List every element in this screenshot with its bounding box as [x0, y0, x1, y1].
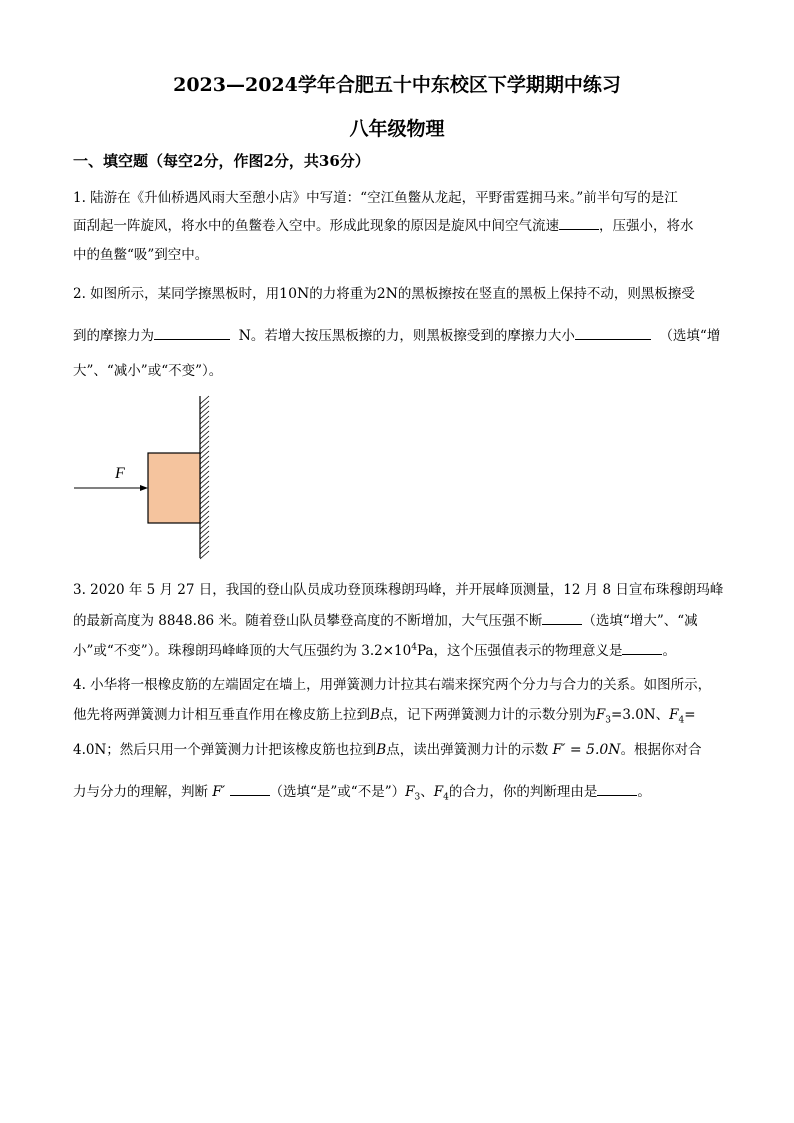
- answer-blank[interactable]: [575, 327, 651, 340]
- hatch-line: [200, 511, 209, 519]
- answer-blank[interactable]: [230, 783, 270, 796]
- q4-text: =: [684, 707, 696, 723]
- q4-text: 、: [420, 784, 434, 800]
- page-subtitle: 八年级物理: [349, 118, 445, 140]
- q4-text: 。根据你对合: [620, 742, 702, 758]
- hatch-line: [200, 501, 209, 509]
- q2-text: 的力将重为: [309, 286, 377, 302]
- q3-text: 的最新高度为 8848.86 米。随着登山队员攀登高度的不断增加，大气压强不断: [73, 613, 543, 629]
- resultant-force: F′ = 5.0N: [552, 742, 621, 758]
- hatch-line: [200, 421, 209, 429]
- hatch-line: [200, 526, 209, 534]
- q2-line-2: [73, 324, 720, 344]
- q2-text: 的黑板擦按在竖直的黑板上保持不动，则黑板擦受: [397, 286, 695, 302]
- answer-blank[interactable]: [622, 642, 662, 655]
- eraser-block: [148, 453, 200, 523]
- q2-text: 到的摩擦力为: [73, 328, 154, 344]
- force-symbol: F: [595, 707, 606, 723]
- unit-label: N: [238, 328, 251, 344]
- q4-text: 他先将两弹簧测力计相互垂直作用在橡皮筋上拉到: [73, 707, 370, 723]
- hatch-line: [200, 461, 209, 469]
- q1-line-2: [73, 214, 694, 234]
- q3-line-2: [73, 609, 698, 629]
- subscript: 4: [678, 715, 685, 726]
- q3-line-3: [73, 639, 676, 659]
- subscript: 3: [414, 792, 421, 803]
- q4-text: 点，记下两弹簧测力计的示数分别为: [379, 707, 596, 723]
- hatch-line: [200, 411, 209, 419]
- hatch-line: [200, 441, 209, 449]
- hatch-line: [200, 456, 209, 464]
- q3-line-1: 3. 2020 年 5 月 27 日，我国的登山队员成功登顶珠穆朗玛峰，并开展峰顶测量，12 月 8 日宣布珠穆朗玛峰: [73, 582, 724, 598]
- answer-blank[interactable]: [154, 327, 230, 340]
- hatch-line: [200, 476, 209, 484]
- hatch-line: [200, 416, 209, 424]
- q3-text: Pa，这个压强值表示的物理意义是: [416, 643, 623, 659]
- q3-text: （选填“增大”、“减: [582, 613, 698, 629]
- hatch-line: [200, 401, 209, 409]
- force-symbol: F: [405, 784, 415, 800]
- hatch-line: [200, 406, 209, 414]
- answer-blank[interactable]: [542, 612, 582, 625]
- hatch-line: [200, 431, 209, 439]
- hatch-line: [200, 486, 209, 494]
- force-value: 10N: [279, 286, 310, 302]
- hatch-line: [200, 516, 209, 524]
- weight-value: 2N: [376, 286, 398, 302]
- force-symbol: F: [669, 707, 679, 723]
- q4-text: =3.0N、: [611, 707, 670, 723]
- wall-hatching: [200, 396, 209, 559]
- subscript: 4: [443, 792, 449, 803]
- section-heading: 一、填空题（每空2分，作图2分，共36分）: [73, 152, 370, 170]
- q4-text: 的合力，你的判断理由是: [448, 784, 598, 800]
- force-symbol: F: [433, 784, 444, 800]
- q2-line-3: 大”、“减小”或“不变”）。: [73, 363, 223, 379]
- hatch-line: [200, 436, 209, 444]
- page-title: 2023—2024学年合肥五十中东校区下学期期中练习: [173, 74, 621, 96]
- hatch-line: [200, 396, 209, 404]
- exponent: 4: [411, 642, 417, 653]
- hatch-line: [200, 541, 209, 549]
- q1-line-1: 1. 陆游在《升仙桥遇风雨大至憩小店》中写道：“空江鱼鳖从龙起，平野雷霆拥马来。”前半句写的是江: [73, 190, 678, 206]
- subscript: 3: [605, 715, 612, 726]
- hatch-line: [200, 426, 209, 434]
- hatch-line: [200, 521, 209, 529]
- q2-line-1: [73, 282, 695, 302]
- hatch-line: [200, 531, 209, 539]
- q4-line-4: [73, 780, 651, 803]
- hatch-line: [200, 506, 209, 514]
- hatch-line: [200, 491, 209, 499]
- q3-text: 小”或“不变”）。珠穆朗玛峰峰顶的大气压强约为 3.2×10: [73, 643, 412, 659]
- force-prime: F′: [212, 784, 226, 800]
- q3-text: 。: [662, 643, 676, 659]
- q4-text: 点，读出弹簧测力计的示数: [386, 742, 549, 758]
- hatch-line: [200, 496, 209, 504]
- q1-line-3: 中的鱼鳖“吸”到空中。: [73, 247, 209, 263]
- hatch-line: [200, 446, 209, 454]
- q1-text: 面刮起一阵旋风，将水中的鱼鳖卷入空中。形成此现象的原因是旋风中间空气流速: [73, 218, 559, 234]
- q4-text: 。: [637, 784, 651, 800]
- answer-blank[interactable]: [597, 783, 637, 796]
- q1-text: ，压强小，将水: [599, 218, 694, 234]
- q4-line-3: [73, 738, 702, 758]
- hatch-line: [200, 471, 209, 479]
- hatch-line: [200, 546, 209, 554]
- q4-text: （选填“是”或“不是”）: [269, 784, 406, 800]
- blackboard-eraser-figure: [68, 392, 218, 564]
- hatch-line: [200, 536, 209, 544]
- force-arrowhead: [140, 485, 148, 491]
- hatch-line: [200, 466, 209, 474]
- answer-blank[interactable]: [559, 217, 599, 230]
- hatch-line: [200, 551, 209, 559]
- q4-line-2: [73, 703, 696, 726]
- q2-text: 2. 如图所示，某同学擦黑板时，用: [73, 286, 280, 302]
- hatch-line: [200, 481, 209, 489]
- force-label: F: [115, 465, 125, 482]
- point-b: B: [376, 742, 387, 758]
- q4-text: 4.0N；然后只用一个弹簧测力计把该橡皮筋也拉到: [73, 742, 377, 758]
- q2-text: 。若增大按压黑板擦的力，则黑板擦受到的摩擦力大小: [250, 328, 575, 344]
- q2-text: （选填“增: [659, 328, 721, 344]
- point-b: B: [370, 707, 380, 723]
- hatch-line: [200, 451, 209, 459]
- q4-line-1: 4. 小华将一根橡皮筋的左端固定在墙上，用弹簧测力计拉其右端来探究两个分力与合力的关系。如图所示，: [73, 677, 712, 693]
- q4-text: 力与分力的理解，判断: [73, 784, 208, 800]
